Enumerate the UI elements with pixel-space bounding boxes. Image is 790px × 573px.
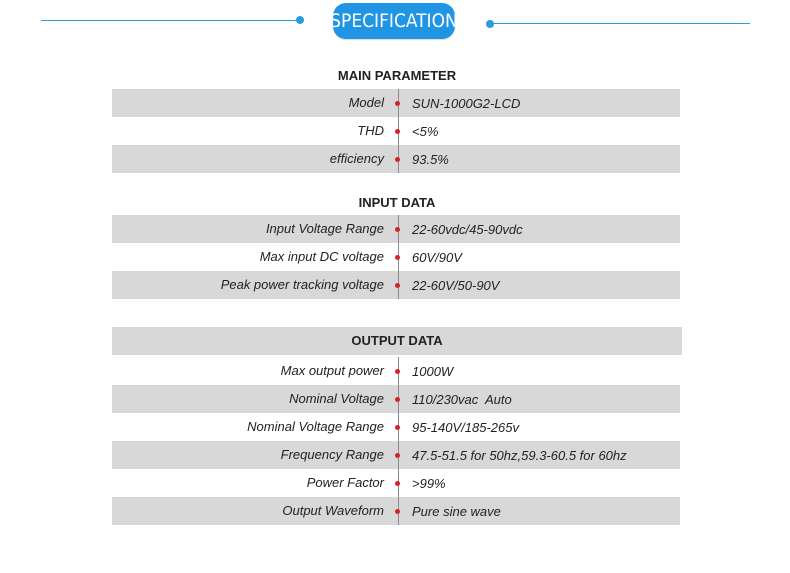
spec-row (112, 145, 680, 173)
spec-label: efficiency (329, 151, 384, 166)
spec-label: Input Voltage Range (265, 221, 384, 236)
spec-label: Model (348, 95, 384, 110)
bullet-dot-icon (395, 425, 400, 430)
spec-value: Pure sine wave (412, 504, 501, 519)
section-title-output-data: OUTPUT DATA (112, 327, 682, 355)
bullet-dot-icon (395, 255, 400, 260)
spec-label: Frequency Range (280, 447, 384, 462)
spec-row (112, 271, 680, 299)
specification-badge: SPECIFICATION (333, 3, 455, 39)
bullet-dot-icon (395, 481, 400, 486)
bullet-dot-icon (395, 157, 400, 162)
spec-value: SUN-1000G2-LCD (412, 96, 521, 111)
bullet-dot-icon (395, 397, 400, 402)
spec-row (112, 441, 680, 469)
header-dot-right (486, 20, 494, 28)
spec-value: 60V/90V (412, 250, 462, 265)
spec-value: 22-60V/50-90V (412, 278, 500, 293)
section-title-main-parameter: MAIN PARAMETER (337, 68, 457, 83)
spec-value: 95-140V/185-265v (412, 420, 519, 435)
spec-row (112, 413, 680, 441)
spec-label: Power Factor (306, 475, 384, 490)
spec-label: Max input DC voltage (259, 249, 384, 264)
spec-row (112, 215, 680, 243)
spec-label: Nominal Voltage Range (247, 419, 384, 434)
spec-value: 22-60vdc/45-90vdc (412, 222, 523, 237)
bullet-dot-icon (395, 227, 400, 232)
bullet-dot-icon (395, 129, 400, 134)
spec-label: THD (357, 123, 384, 138)
spec-value: 1000W (412, 364, 454, 379)
bullet-dot-icon (395, 283, 400, 288)
bullet-dot-icon (395, 101, 400, 106)
spec-label: Nominal Voltage (289, 391, 384, 406)
spec-row (112, 243, 680, 271)
spec-row (112, 89, 680, 117)
spec-value: <5% (412, 124, 439, 139)
spec-row (112, 497, 680, 525)
spec-row (112, 469, 680, 497)
bullet-dot-icon (395, 369, 400, 374)
bullet-dot-icon (395, 509, 400, 514)
section-title-input-data: INPUT DATA (358, 195, 436, 210)
header-dot-left (296, 16, 304, 24)
bullet-dot-icon (395, 453, 400, 458)
header-line-right (492, 23, 750, 24)
spec-row (112, 357, 680, 385)
spec-label: Max output power (280, 363, 384, 378)
spec-value: 110/230vac Auto (412, 392, 512, 407)
spec-value: >99% (412, 476, 446, 491)
spec-value: 93.5% (412, 152, 449, 167)
spec-label: Peak power tracking voltage (220, 277, 384, 292)
spec-label: Output Waveform (282, 503, 384, 518)
spec-row (112, 385, 680, 413)
header-line-left (41, 20, 299, 21)
spec-value: 47.5-51.5 for 50hz,59.3-60.5 for 60hz (412, 448, 627, 463)
spec-row (112, 117, 680, 145)
